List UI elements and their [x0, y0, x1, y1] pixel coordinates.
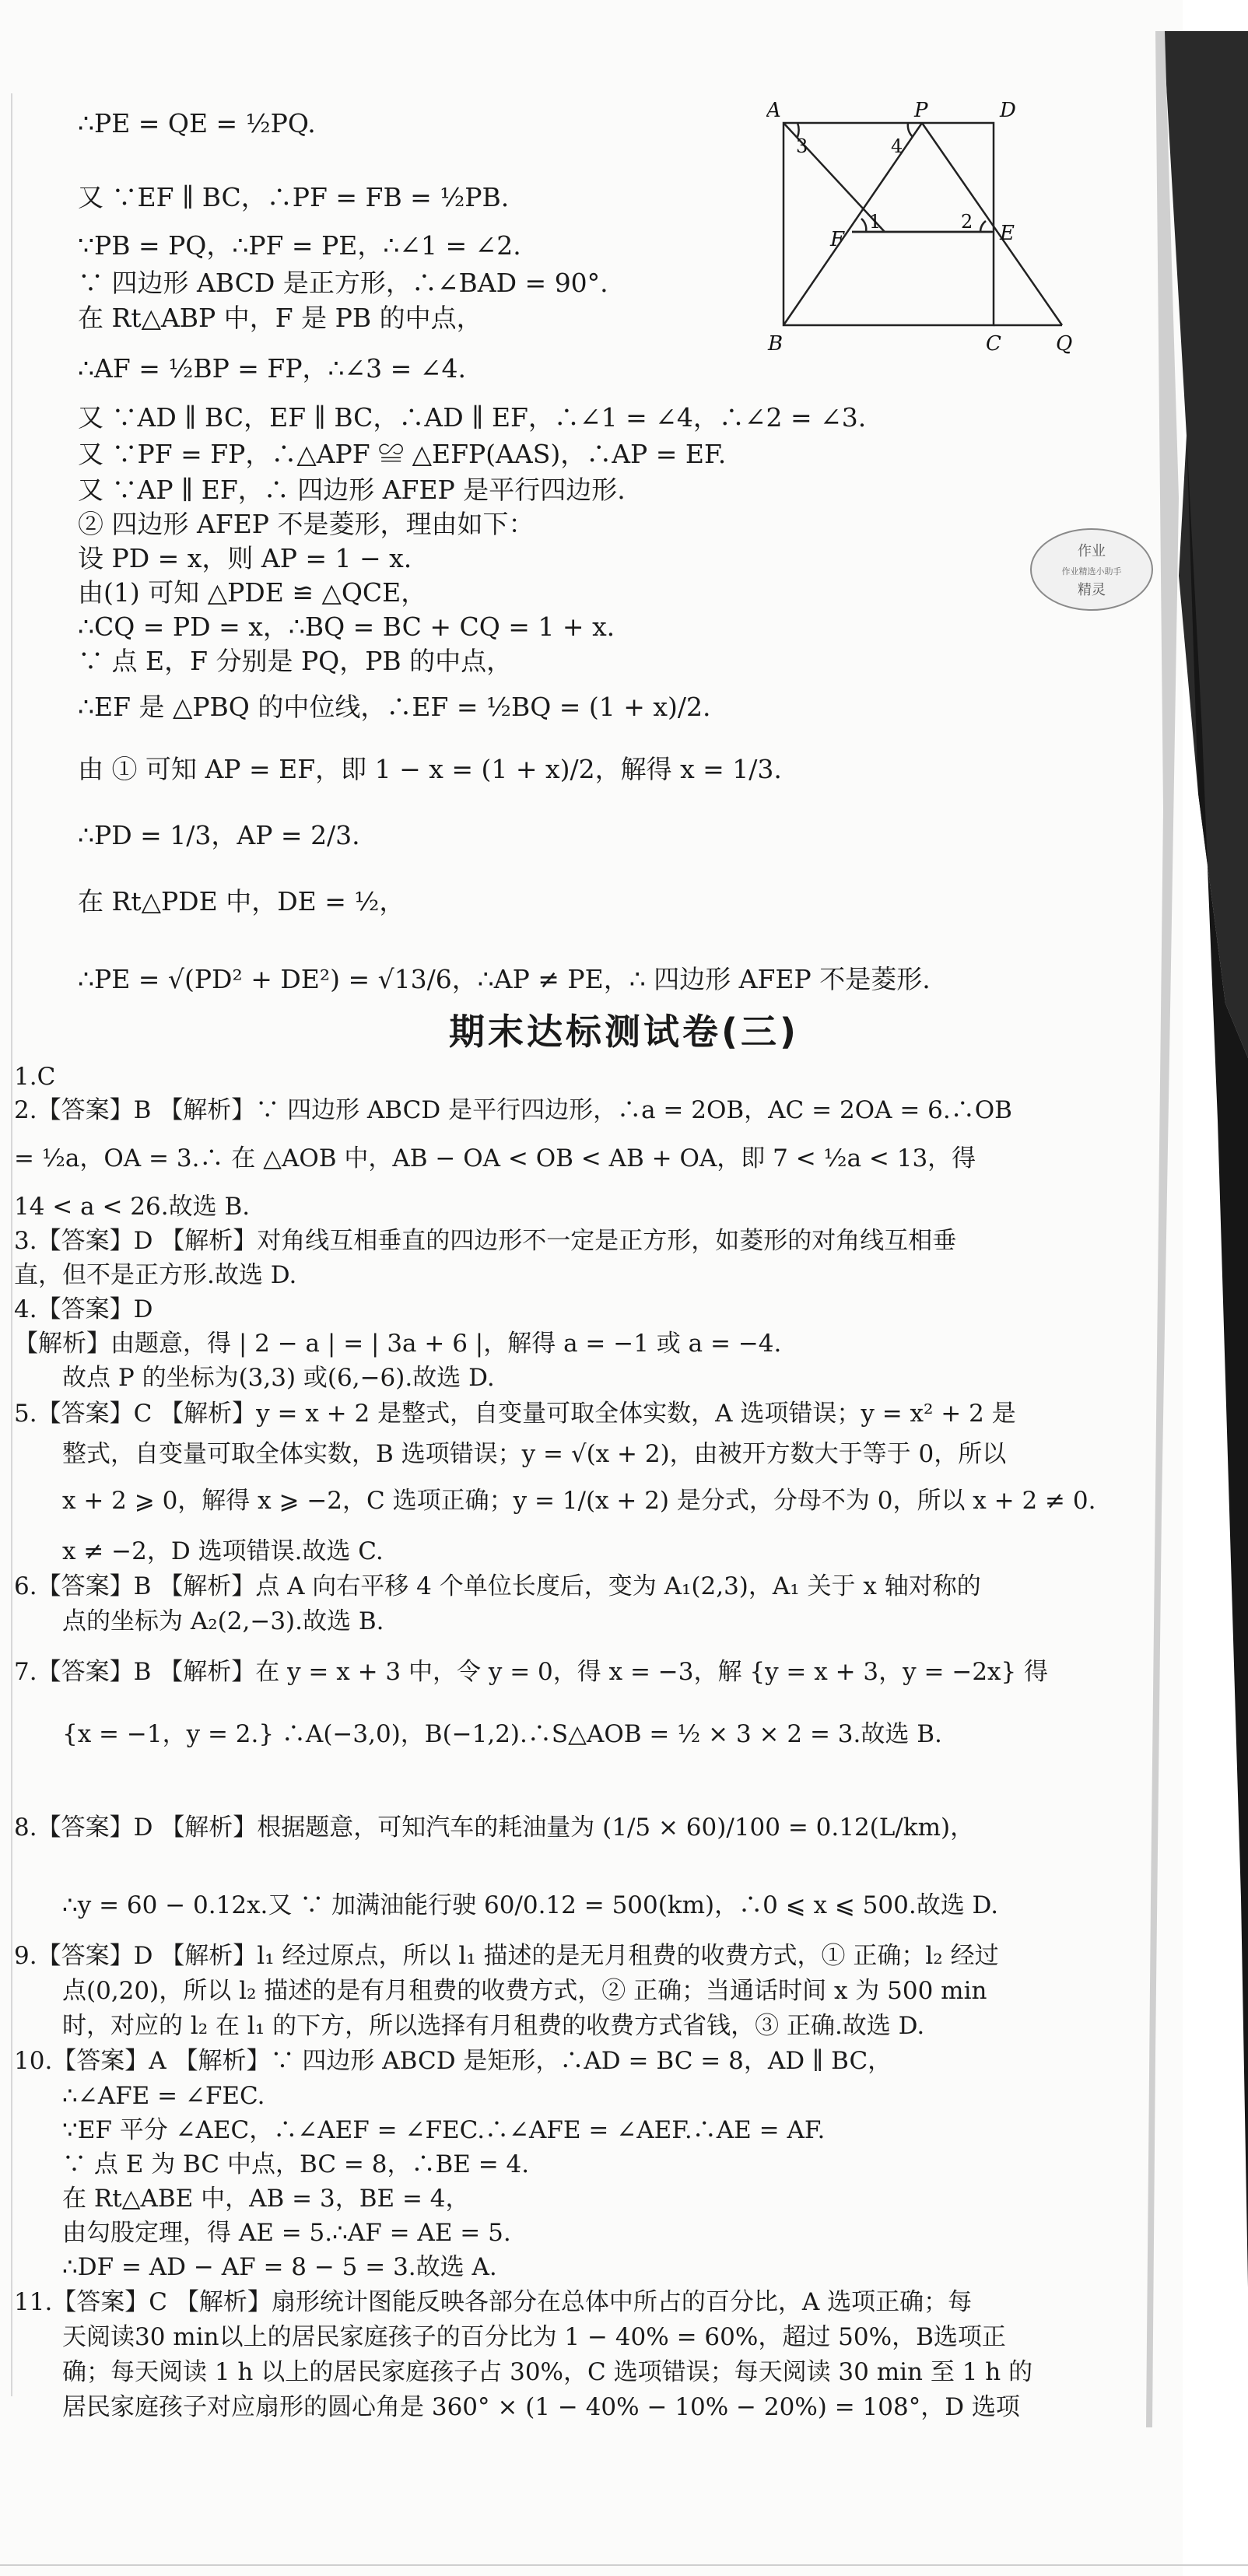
answer-line: 2.【答案】B 【解析】∵ 四边形 ABCD 是平行四边形，∴a = 2OB，AC = 2OA = 6.∴OB [14, 1096, 1012, 1124]
answer-line: x + 2 ⩾ 0，解得 x ⩾ −2，C 选项正确；y = 1/(x + 2) 是分式，分母不为 0，所以 x + 2 ≠ 0. [62, 1487, 1096, 1515]
proof-line: ∴CQ = PD = x，∴BQ = BC + CQ = 1 + x. [78, 612, 615, 642]
proof-line: 又 ∵AD ∥ BC，EF ∥ BC，∴AD ∥ EF，∴∠1 = ∠4，∴∠2 = ∠3. [78, 402, 867, 433]
section-title: 期末达标测试卷(三) [448, 1011, 800, 1053]
answer-line: 9.【答案】D 【解析】l₁ 经过原点，所以 l₁ 描述的是无月租费的收费方式，① 正确；l₂ 经过 [14, 1942, 999, 1970]
proof-line: 由(1) 可知 △PDE ≌ △QCE， [78, 577, 427, 608]
proof-line: 在 Rt△ABP 中，F 是 PB 的中点， [78, 303, 482, 333]
label-angle-1: 1 [869, 211, 882, 233]
answer-line: 时，对应的 l₂ 在 l₁ 的下方，所以选择有月租费的收费方式省钱，③ 正确.故选 D. [62, 2012, 925, 2040]
proof-line: 又 ∵PF = FP，∴△APF ≌ △EFP(AAS)，∴AP = EF. [78, 439, 727, 469]
answer-line: 故点 P 的坐标为(3,3) 或(6,−6).故选 D. [62, 1364, 495, 1392]
answer-line: {x = −1，y = 2.} ∴A(−3,0)，B(−1,2).∴S△AOB = ½ × 3 × 2 = 3.故选 B. [62, 1720, 942, 1748]
proof-line: ∴PE = QE = ½PQ. [78, 108, 316, 138]
left-margin-line [11, 93, 12, 2396]
answer-line: 整式，自变量可取全体实数，B 选项错误；y = √(x + 2)，由被开方数大于等于 0，所以 [62, 1440, 1007, 1468]
label-angle-3: 3 [796, 135, 808, 157]
label-d: D [1000, 100, 1016, 122]
label-a: A [766, 100, 781, 122]
proof-line: ∴PD = 1/3，AP = 2/3. [78, 820, 360, 850]
proof-line: ∴EF 是 △PBQ 的中位线，∴EF = ½BQ = (1 + x)/2. [78, 692, 711, 722]
answer-line: 4.【答案】D [14, 1295, 153, 1323]
answer-line: 确；每天阅读 1 h 以上的居民家庭孩子占 30%，C 选项错误；每天阅读 30 min 至 1 h 的 [62, 2358, 1033, 2386]
label-q: Q [1056, 332, 1073, 356]
answer-line: 在 Rt△ABE 中，AB = 3，BE = 4， [62, 2185, 470, 2213]
answer-line: 6.【答案】B 【解析】点 A 向右平移 4 个单位长度后，变为 A₁(2,3)，A₁ 关于 x 轴对称的 [14, 1572, 981, 1600]
answer-line: 【解析】由题意，得 | 2 − a | = | 3a + 6 |，解得 a = −1 或 a = −4. [14, 1330, 782, 1358]
answer-line: 直，但不是正方形.故选 D. [14, 1261, 297, 1289]
stamp-top: 作业 [1078, 543, 1106, 559]
answer-line: 14 < a < 26.故选 B. [14, 1193, 251, 1221]
answer-line: 3.【答案】D 【解析】对角线互相垂直的四边形不一定是正方形，如菱形的对角线互相垂 [14, 1227, 957, 1255]
proof-line: ∵PB = PQ，∴PF = PE，∴∠1 = ∠2. [78, 230, 521, 261]
proof-line: ∴AF = ½BP = FP，∴∠3 = ∠4. [78, 353, 466, 384]
square-geometry-figure [766, 100, 1085, 364]
answer-line: 11.【答案】C 【解析】扇形统计图能反映各部分在总体中所占的百分比，A 选项正确；每 [14, 2288, 973, 2316]
label-angle-2: 2 [961, 211, 973, 233]
answer-line: ∴y = 60 − 0.12x.又 ∵ 加满油能行驶 60/0.12 = 500(km)，∴0 ⩽ x ⩽ 500.故选 D. [62, 1891, 999, 1919]
proof-line: 又 ∵EF ∥ BC，∴PF = FB = ½PB. [78, 182, 510, 212]
stamp-middle: 作业精选小助手 [1061, 566, 1122, 577]
label-c: C [986, 332, 1001, 356]
proof-line: 在 Rt△PDE 中，DE = ½， [78, 886, 405, 916]
proof-line: ② 四边形 AFEP 不是菱形，理由如下： [78, 509, 535, 539]
proof-line: 设 PD = x，则 AP = 1 − x. [78, 543, 412, 573]
label-f: F [830, 228, 845, 251]
answer-line: 5.【答案】C 【解析】y = x + 2 是整式，自变量可取全体实数，A 选项错误；y = x² + 2 是 [14, 1400, 1016, 1428]
answer-line: x ≠ −2，D 选项错误.故选 C. [62, 1537, 384, 1565]
scan-binding-shadow [1132, 31, 1248, 2427]
angle-1-arc [861, 219, 866, 232]
label-b: B [768, 332, 784, 356]
answer-line: ∵EF 平分 ∠AEC，∴∠AEF = ∠FEC.∴∠AFE = ∠AEF.∴AE = AF. [62, 2116, 826, 2144]
answer-line: ∴DF = AD − AF = 8 − 5 = 3.故选 A. [62, 2253, 497, 2281]
proof-line: ∴PE = √(PD² + DE²) = √13/6，∴AP ≠ PE，∴ 四边形 AFEP 不是菱形. [78, 964, 931, 994]
answer-line: 点的坐标为 A₂(2,−3).故选 B. [62, 1607, 384, 1635]
segment-pq [922, 123, 1062, 325]
answer-line: 点(0,20)，所以 l₂ 描述的是有月租费的收费方式，② 正确；当通话时间 x 为 500 min [62, 1977, 987, 2005]
proof-line: ∵ 点 E，F 分别是 PQ，PB 的中点， [78, 646, 513, 676]
answer-line: 10.【答案】A 【解析】∵ 四边形 ABCD 是矩形，∴AD = BC = 8，AD ∥ BC， [14, 2047, 892, 2075]
answer-line: 7.【答案】B 【解析】在 y = x + 3 中，令 y = 0，得 x = −3，解 {y = x + 3，y = −2x} 得 [14, 1658, 1049, 1686]
proof-line: 又 ∵AP ∥ EF，∴ 四边形 AFEP 是平行四边形. [78, 475, 626, 505]
angle-2-arc [980, 221, 986, 232]
proof-line: ∵ 四边形 ABCD 是正方形，∴∠BAD = 90°. [78, 268, 608, 298]
answer-line: 由勾股定理，得 AE = 5.∴AF = AE = 5. [62, 2219, 511, 2247]
answer-line: ∵ 点 E 为 BC 中点，BC = 8，∴BE = 4. [62, 2150, 530, 2178]
answer-line: 居民家庭孩子对应扇形的圆心角是 360° × (1 − 40% − 10% − 20%) = 108°，D 选项 [62, 2393, 1020, 2421]
proof-line: 由 ① 可知 AP = EF，即 1 − x = (1 + x)/2，解得 x = 1/3. [78, 754, 782, 784]
label-p: P [914, 100, 928, 122]
answer-line: ∴∠AFE = ∠FEC. [62, 2082, 265, 2110]
angle-4-arc [908, 123, 913, 137]
answer-line: 天阅读30 min以上的居民家庭孩子的百分比为 1 − 40% = 60%，超过 50%，B选项正 [62, 2323, 1006, 2351]
label-e: E [1000, 222, 1015, 245]
answer-line: 8.【答案】D 【解析】根据题意，可知汽车的耗油量为 (1/5 × 60)/100 = 0.12(L/km)， [14, 1814, 975, 1842]
stamp-bottom: 精灵 [1078, 582, 1106, 598]
answer-line: 1.C [14, 1063, 56, 1091]
page-bottom-rule [0, 2564, 1248, 2566]
label-angle-4: 4 [891, 135, 903, 157]
answer-line: = ½a，OA = 3.∴ 在 △AOB 中，AB − OA < OB < AB + OA，即 7 < ½a < 13，得 [14, 1144, 976, 1172]
